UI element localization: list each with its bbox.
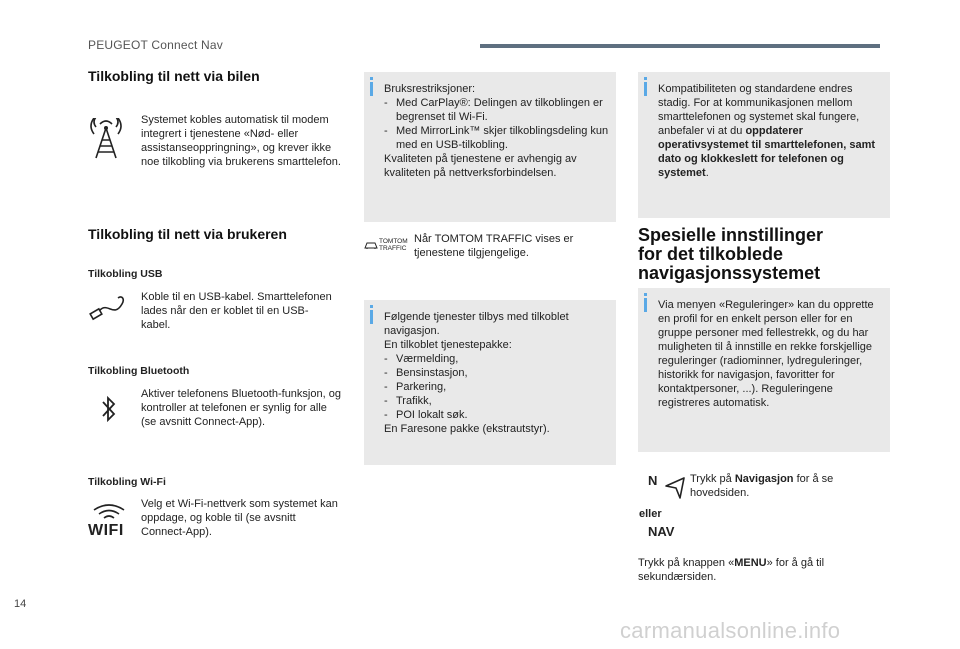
menu-post: » for å gå til sekundærsiden. xyxy=(638,557,825,583)
menu-pre: Trykk på knappen « xyxy=(638,557,735,569)
header-bar xyxy=(480,44,880,48)
info-marker xyxy=(644,298,647,312)
restrictions-footer: Kvaliteten på tjenestene er avhengig av kvaliteten på nettverksforbindelsen. xyxy=(384,153,577,179)
info-marker xyxy=(370,82,373,96)
page-number: 14 xyxy=(14,598,27,610)
services-footer: En Faresone pakke (ekstrautstyr). xyxy=(384,423,550,435)
usb-label: Tilkobling USB xyxy=(88,268,163,280)
section-title-vehicle: Tilkobling til nett via bilen xyxy=(88,68,260,84)
service-item: - Parkering, xyxy=(384,380,610,394)
vehicle-connection-text: Systemet kobles automatisk til modem integrert i tjenestene «Nød- eller assistanseoppringning», og krever ikke noe tilkobling via brukerens smarttelefon. xyxy=(141,114,341,168)
nav-button[interactable]: NAV xyxy=(648,524,675,539)
nav-bold: Navigasjon xyxy=(734,473,794,485)
navigation-arrow-icon[interactable] xyxy=(664,476,686,500)
usb-cable-icon xyxy=(88,292,128,322)
restriction-item-mirrorlink: - Med MirrorLink™ skjer tilkoblingsdeling kun med en USB-tilkobling. xyxy=(384,124,610,152)
bluetooth-label: Tilkobling Bluetooth xyxy=(88,365,190,377)
service-item: - Værmelding, xyxy=(384,352,610,366)
wifi-label: Tilkobling Wi-Fi xyxy=(88,476,166,488)
compatibility-bold: oppdaterer operativsystemet til smarttelefonen, samt dato og klokkeslett for telefonen og systemet xyxy=(658,125,876,179)
service-item: - Bensinstasjon, xyxy=(384,366,610,380)
service-item: - POI lokalt søk. xyxy=(384,408,610,422)
nav-instruction xyxy=(690,472,880,500)
settings-title-line1: Spesielle innstillinger xyxy=(638,225,824,245)
section-title-settings xyxy=(638,226,823,283)
info-marker xyxy=(370,310,373,324)
usb-text: Koble til en USB-kabel. Smarttelefonen lades når den er koblet til en USB-kabel. xyxy=(141,291,332,331)
restrictions-title: Bruksrestriksjoner: xyxy=(384,83,476,95)
wifi-icon-label: WIFI xyxy=(88,522,124,539)
note-profiles xyxy=(638,288,890,452)
bluetooth-icon xyxy=(100,394,118,424)
antenna-icon xyxy=(88,118,124,160)
settings-title-line2: for det tilkoblede xyxy=(638,244,784,264)
bluetooth-text: Aktiver telefonens Bluetooth-funksjon, og kontroller at telefonen er synlig for alle (se avsnitt Connect-App). xyxy=(141,388,341,428)
profiles-text: Via menyen «Reguleringer» kan du opprette en profil for en enkelt person eller for en gruppe personer med fellestrekk, og du har muligheten til å innstille en rekke forskjellige reguleringer (radiominner, lydreguleringer, historikk for navigasjon, favoritter for kontaktpersoner, ...). Reguleringene registreres automatisk. xyxy=(658,299,874,409)
nav-post: for å se hovedsiden. xyxy=(690,473,834,499)
menu-instruction xyxy=(638,556,878,584)
tomtom-text: Når TOMTOM TRAFFIC vises er tjenestene tilgjengelige. xyxy=(414,233,574,259)
header-brand: PEUGEOT Connect Nav xyxy=(88,38,223,52)
tomtom-icon-line2: TRAFFIC xyxy=(379,245,407,252)
services-pack: En tilkoblet tjenestepakke: xyxy=(384,339,512,351)
nav-or-label: eller xyxy=(639,508,662,520)
wifi-icon xyxy=(88,500,130,520)
wifi-text: Velg et Wi-Fi-nettverk som systemet kan oppdage, og koble til (se avsnitt Connect-App). xyxy=(141,498,338,538)
compatibility-text: Kompatibiliteten og standardene endres stadig. For at kommunikasjonen mellom smarttelefonen og systemet skal fungere, anbefaler vi at du xyxy=(658,83,860,137)
note-services xyxy=(364,300,616,465)
watermark: carmanualsonline.info xyxy=(620,618,841,643)
note-restrictions xyxy=(364,72,616,222)
note-compatibility xyxy=(638,72,890,218)
services-intro: Følgende tjenester tilbys med tilkoblet navigasjon. xyxy=(384,311,569,337)
section-title-user: Tilkobling til nett via brukeren xyxy=(88,226,287,242)
info-marker xyxy=(644,82,647,96)
menu-bold: MENU xyxy=(734,557,767,569)
nav-n-label: N xyxy=(648,473,658,488)
compatibility-end: . xyxy=(705,167,709,179)
nav-pre: Trykk på xyxy=(690,473,735,485)
settings-title-line3: navigasjonssystemet xyxy=(638,263,821,283)
tomtom-icon-line1: TOMTOM xyxy=(379,238,408,245)
restriction-item-carplay: - Med CarPlay®: Delingen av tilkoblingen er begrenset til Wi-Fi. xyxy=(384,96,610,124)
service-item: - Trafikk, xyxy=(384,394,610,408)
